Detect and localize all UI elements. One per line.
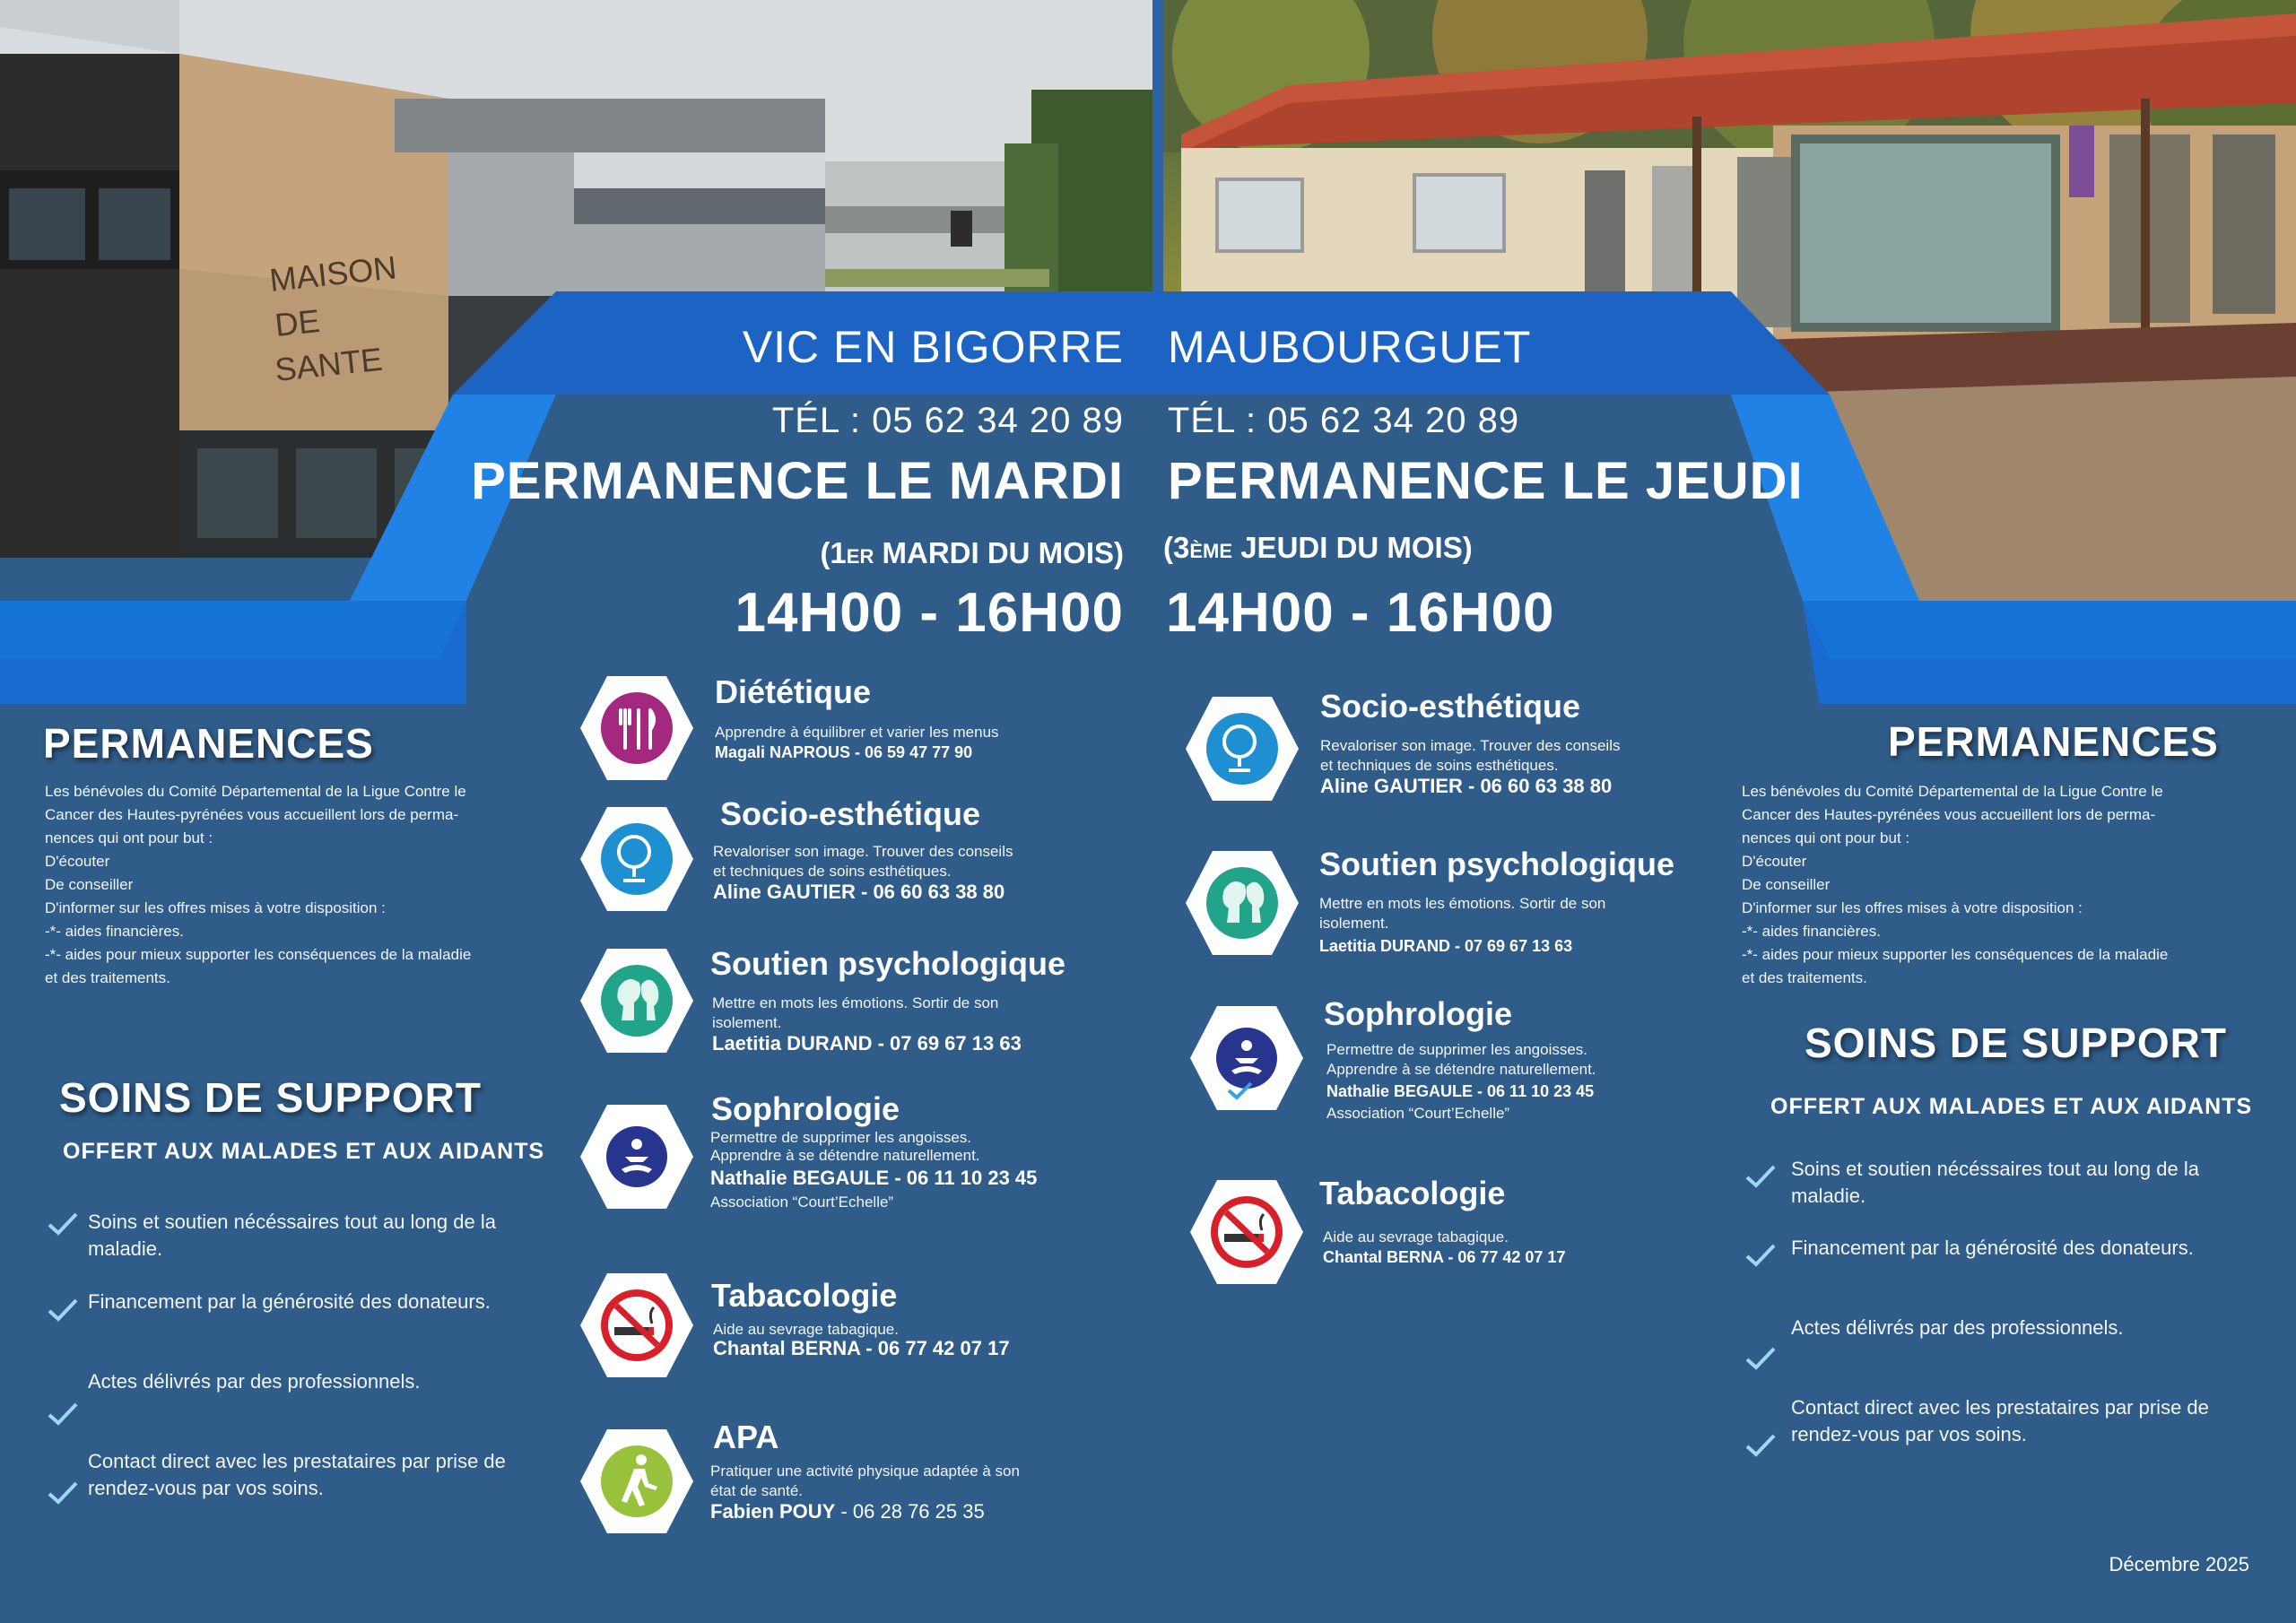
phone-right: TÉL : 05 62 34 20 89 [1168, 401, 1520, 440]
left-bullet-4: Contact direct avec les prestataires par prise de rendez-vous par vos soins. [88, 1450, 506, 1499]
check-icon [47, 1480, 79, 1506]
service-desc: Permettre de supprimer les angoisses. Apprendre à se détendre naturellement. [710, 1129, 980, 1164]
right-permanences-intro: Les bénévoles du Comité Départemental de la Ligue Contre le Cancer des Hautes-pyrénées vous accueillent lors de perma- nences qui ont pour but : D'écouter De conseiller D'informer sur les offres mises à votre disposition : -*- aides financières. -*- aides pour mieux supporter les conséquences de la maladie et des traitements. [1742, 783, 2169, 986]
check-icon [1744, 1242, 1777, 1269]
service-desc: Mettre en mots les émotions. Sortir de son isolement. [712, 994, 999, 1031]
service-title-socio-right: Socio-esthétique [1320, 688, 1581, 725]
right-bullet-4: Contact direct avec les prestataires par prise de rendez-vous par vos soins. [1791, 1396, 2209, 1445]
city-left: VIC EN BIGORRE [742, 322, 1124, 372]
service-contact: Chantal BERNA - 06 77 42 07 17 [713, 1337, 1010, 1359]
check-icon [1744, 1163, 1777, 1190]
cutlery-icon [621, 710, 654, 748]
right-bullet-2: Financement par la générosité des donateurs. [1791, 1237, 2194, 1259]
left-support-subtitle: OFFERT AUX MALADES ET AUX AIDANTS [63, 1139, 545, 1164]
service-desc: Pratiquer une activité physique adaptée à son état de santé. [710, 1462, 1020, 1499]
permanence-day-right: PERMANENCE LE JEUDI [1168, 452, 1804, 510]
svg-text:SANTE: SANTE [273, 340, 385, 388]
service-contact: Laetitia DURAND - 07 69 67 13 63 [1319, 937, 1573, 955]
right-bullet-3: Actes délivrés par des professionnels. [1791, 1316, 2124, 1339]
frequency-right: (3ÈME JEUDI DU MOIS) [1163, 531, 1473, 564]
service-hexagon [578, 1428, 695, 1535]
svg-text:DE: DE [273, 301, 322, 343]
left-bullet-1: Soins et soutien nécéssaires tout au long de la maladie. [88, 1211, 496, 1260]
service-extra: Association “Court’Echelle” [1326, 1105, 1510, 1122]
service-desc: Revaloriser son image. Trouver des conseils et techniques de soins esthétiques. [1320, 737, 1621, 774]
check-icon [47, 1401, 79, 1428]
service-desc: Apprendre à équilibrer et varier les menus [715, 724, 999, 741]
service-title-tabac-left: Tabacologie [711, 1277, 898, 1314]
check-icon [47, 1297, 79, 1324]
service-hexagon [1188, 1004, 1305, 1112]
left-permanences-intro: Les bénévoles du Comité Départemental de la Ligue Contre le Cancer des Hautes-pyrénées vous accueillent lors de perma- nences qui ont pour but : D'écouter De conseiller D'informer sur les offres mises à votre disposition : -*- aides financières. -*- aides pour mieux supporter les conséquences de la maladie et des traitements. [45, 783, 472, 986]
frequency-left: (1ER MARDI DU MOIS) [820, 536, 1124, 569]
service-hexagon [578, 805, 695, 913]
phone-left: TÉL : 05 62 34 20 89 [771, 401, 1124, 440]
service-hexagon [578, 1271, 695, 1379]
check-icon [1744, 1432, 1777, 1459]
service-hexagon [1184, 695, 1300, 803]
service-contact: Chantal BERNA - 06 77 42 07 17 [1323, 1248, 1566, 1266]
service-desc: Permettre de supprimer les angoisses. Apprendre à se détendre naturellement. [1326, 1041, 1596, 1078]
service-desc: Aide au sevrage tabagique. [713, 1321, 899, 1338]
hours-left: 14H00 - 16H00 [735, 582, 1124, 644]
service-contact: Laetitia DURAND - 07 69 67 13 63 [712, 1032, 1022, 1055]
service-hexagon [578, 947, 695, 1055]
right-support-title: SOINS DE SUPPORT [1805, 1020, 2227, 1066]
service-desc: Mettre en mots les émotions. Sortir de son isolement. [1319, 895, 1606, 932]
check-icon [1744, 1345, 1777, 1372]
publication-date: Décembre 2025 [2109, 1553, 2249, 1575]
service-desc: Aide au sevrage tabagique. [1323, 1228, 1509, 1245]
service-title-sophro-left: Sophrologie [711, 1090, 900, 1127]
service-contact: Fabien POUY - 06 28 76 25 35 [710, 1500, 985, 1523]
service-hexagon [1188, 1178, 1305, 1286]
service-title-psy-right: Soutien psychologique [1319, 846, 1675, 882]
check-icon [47, 1211, 79, 1237]
service-title-socio-left: Socio-esthétique [720, 795, 981, 832]
service-hexagon [578, 674, 695, 782]
left-permanences-title: PERMANENCES [43, 720, 374, 767]
header-band [0, 291, 2296, 704]
service-hexagon [578, 1103, 695, 1211]
service-contact: Nathalie BEGAULE - 06 11 10 23 45 [710, 1167, 1038, 1189]
permanence-day-left: PERMANENCE LE MARDI [471, 452, 1124, 510]
service-contact: Aline GAUTIER - 06 60 63 38 80 [713, 881, 1005, 903]
service-title-apa-left: APA [713, 1419, 779, 1455]
right-bullet-1: Soins et soutien nécéssaires tout au long de la maladie. [1791, 1158, 2199, 1207]
left-bullet-3: Actes délivrés par des professionnels. [88, 1370, 421, 1393]
service-desc: Revaloriser son image. Trouver des conseils et techniques de soins esthétiques. [713, 843, 1013, 880]
left-bullet-2: Financement par la générosité des donateurs. [88, 1290, 491, 1313]
svg-text:MAISON: MAISON [267, 248, 399, 299]
service-contact: Nathalie BEGAULE - 06 11 10 23 45 [1326, 1082, 1595, 1100]
right-permanences-title: PERMANENCES [1888, 718, 2219, 765]
service-title-dietetique-left: Diététique [715, 673, 872, 710]
service-title-sophro-right: Sophrologie [1324, 995, 1512, 1032]
service-title-tabac-right: Tabacologie [1319, 1175, 1506, 1211]
service-title-psy-left: Soutien psychologique [710, 945, 1066, 982]
hours-right: 14H00 - 16H00 [1166, 582, 1555, 644]
service-extra: Association “Court’Echelle” [710, 1193, 894, 1211]
left-support-title: SOINS DE SUPPORT [59, 1074, 482, 1121]
photo-divider [1152, 0, 1163, 296]
service-contact: Magali NAPROUS - 06 59 47 77 90 [715, 743, 973, 761]
service-hexagon [1184, 849, 1300, 957]
city-right: MAUBOURGUET [1168, 322, 1532, 372]
right-support-subtitle: OFFERT AUX MALADES ET AUX AIDANTS [1770, 1094, 2253, 1119]
service-contact: Aline GAUTIER - 06 60 63 38 80 [1320, 775, 1613, 797]
